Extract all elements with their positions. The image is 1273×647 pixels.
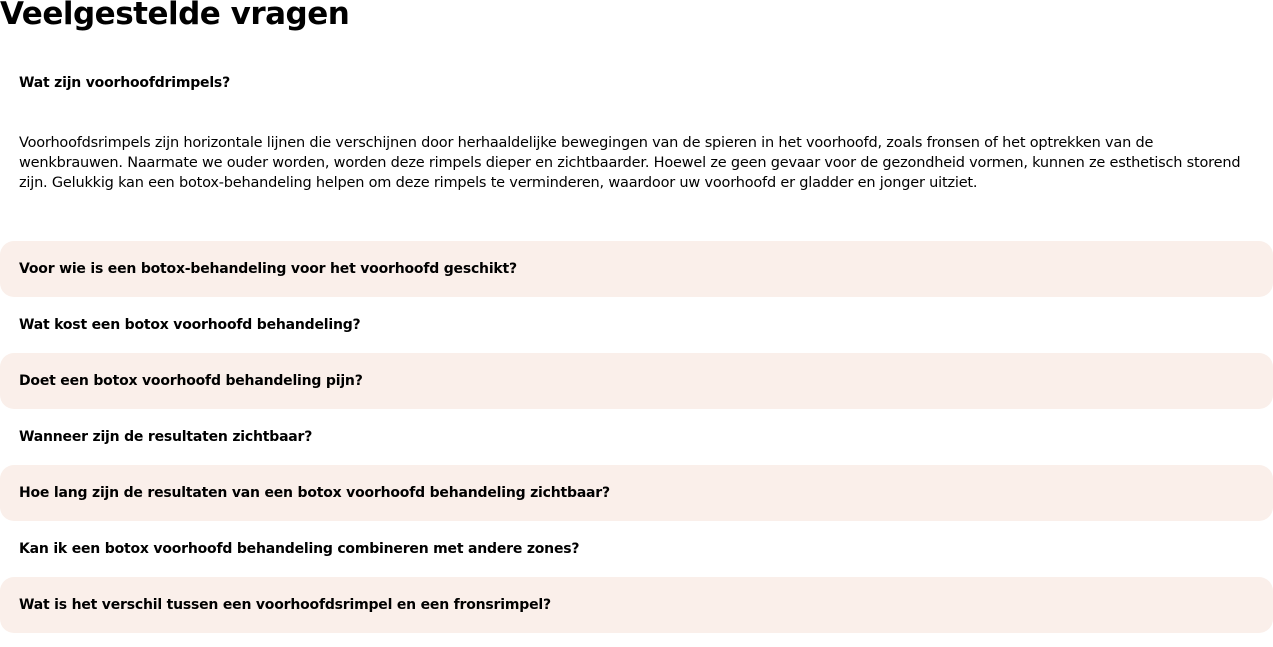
faq-question[interactable]: Kan ik een botox voorhoofd behandeling combineren met andere zones? bbox=[19, 541, 580, 557]
faq-question[interactable]: Hoe lang zijn de resultaten van een botox voorhoofd behandeling zichtbaar? bbox=[19, 485, 610, 501]
faq-question[interactable]: Wat kost een botox voorhoofd behandeling? bbox=[19, 317, 361, 333]
faq-item bbox=[0, 55, 1273, 241]
faq-question[interactable]: Wanneer zijn de resultaten zichtbaar? bbox=[19, 429, 313, 445]
faq-item bbox=[0, 353, 1273, 409]
faq-item bbox=[0, 465, 1273, 521]
faq-answer: Voorhoofdsrimpels zijn horizontale lijnen die verschijnen door herhaaldelijke bewegingen van de spieren in het voorhoofd, zoals fronsen of het optrekken van de wenkbrauwen. Naarmate we ouder worden, worden deze rimpels dieper en zichtbaarder. Hoewel ze geen gevaar voor de gezondheid vormen, kunnen ze esthetisch storend zijn. Gelukkig kan een botox-behandeling helpen om deze rimpels te verminderen, waardoor uw voorhoofd er gladder en jonger uitziet. bbox=[19, 135, 1241, 191]
faq-item bbox=[0, 577, 1273, 633]
faq-item bbox=[0, 409, 1273, 465]
faq-question[interactable]: Voor wie is een botox-behandeling voor het voorhoofd geschikt? bbox=[19, 261, 517, 277]
faq-item bbox=[0, 521, 1273, 577]
faq-question[interactable]: Wat is het verschil tussen een voorhoofdsrimpel en een fronsrimpel? bbox=[19, 597, 551, 613]
page-title: Veelgestelde vragen bbox=[0, 0, 350, 32]
faq-item bbox=[0, 297, 1273, 353]
faq-item bbox=[0, 241, 1273, 297]
faq-question[interactable]: Doet een botox voorhoofd behandeling pijn? bbox=[19, 373, 363, 389]
faq-accordion bbox=[0, 55, 1273, 633]
faq-question[interactable]: Wat zijn voorhoofdrimpels? bbox=[19, 75, 230, 91]
